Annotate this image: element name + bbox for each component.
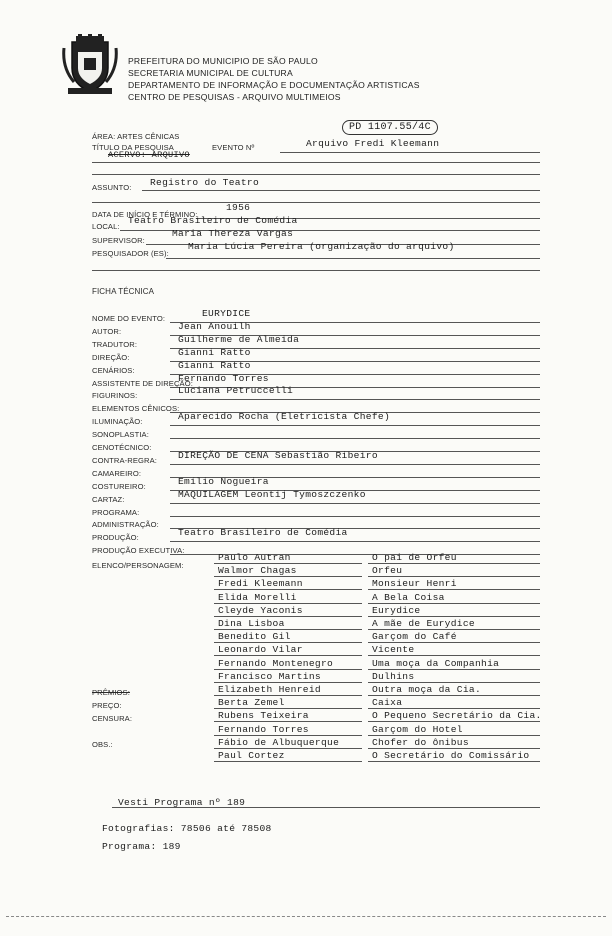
ficha-row-value: Gianni Ratto (178, 346, 251, 358)
ficha-row-label: CAMAREIRO: (92, 468, 142, 478)
ficha-row-label: ASSISTENTE DE DIREÇÃO: (92, 378, 193, 388)
prefeitura-coat-of-arms-logo (62, 34, 118, 96)
evento-value: Arquivo Fredi Kleemann (306, 138, 440, 149)
header-centro: CENTRO DE PESQUISAS - ARQUIVO MULTIMEIOS (128, 92, 341, 102)
obs-label: OBS.: (92, 740, 113, 749)
data-value: 1956 (226, 202, 251, 213)
evento-label: EVENTO Nº (212, 143, 255, 152)
elenco-label: ELENCO/PERSONAGEM: (92, 561, 184, 570)
cast-role: Monsieur Henri (372, 578, 457, 590)
ficha-row-label: CENÁRIOS: (92, 365, 135, 375)
ficha-row-label: CARTAZ: (92, 494, 125, 504)
cast-actor: Paulo Autran (218, 552, 291, 563)
assunto-value: Registro do Teatro (150, 177, 260, 188)
ficha-row-value: Gianni Ratto (178, 359, 251, 371)
cast-actor: Paul Cortez (218, 750, 285, 761)
ficha-row-value: Emílio Nogueira (178, 475, 269, 487)
ficha-row-label: FIGURINOS: (92, 391, 138, 401)
ficha-row-label: CENOTÉCNICO: (92, 443, 152, 452)
premios-label: PRÊMIOS: (92, 688, 130, 697)
pesquisador-value: Maria Lúcia Pereira (organização do arquivo) (188, 241, 455, 252)
cast-actor: Fredi Kleemann (218, 578, 303, 590)
ficha-row-value: Luciana Petruccelli (178, 385, 294, 397)
cast-role: Eurydice (372, 604, 421, 616)
supervisor-value: Maria Thereza Vargas (172, 228, 294, 239)
cast-role: Outra moça da Cia. (372, 684, 482, 695)
header-prefeitura: PREFEITURA DO MUNICIPIO DE SÃO PAULO (128, 56, 318, 66)
cast-actor: Cleyde Yaconis (218, 604, 303, 616)
data-inicio-termino-label: DATA DE INÍCIO E TÉRMINO: (92, 210, 198, 219)
ficha-row-value: Guilherme de Almeida (178, 333, 300, 345)
cast-role: A Bela Coisa (372, 591, 445, 603)
cast-role: Garçom do Hotel (372, 723, 463, 735)
ficha-row-value: Teatro Brasileiro de Comédia (178, 527, 348, 539)
ficha-row-label: AUTOR: (92, 326, 122, 336)
cast-actor: Dina Lisboa (218, 618, 285, 629)
pesquisador-label: PESQUISADOR (ES): (92, 249, 169, 258)
ficha-row-value: Aparecido Rocha (Eletricista Chefe) (178, 411, 391, 423)
ficha-tecnica-title: FICHA TÉCNICA (92, 287, 155, 296)
supervisor-label: SUPERVISOR: (92, 236, 145, 245)
cast-role: Orfeu (372, 565, 403, 577)
cast-actor: Francisco Martins (218, 670, 321, 682)
cast-role: Dulhins (372, 670, 415, 682)
cast-actor: Berta Zemel (218, 697, 285, 709)
censura-label: CENSURA: (92, 714, 133, 723)
ficha-row-value: Jean Anouilh (178, 320, 251, 332)
cast-actor: Fábio de Albuquerque (218, 736, 340, 748)
titulo-pesquisa-label: TÍTULO DA PESQUISA (92, 143, 174, 152)
ficha-row-label: DIREÇÃO: (92, 352, 130, 362)
ficha-row-label: SONOPLASTIA: (92, 430, 149, 440)
ficha-row-label: ADMINISTRAÇÃO: (92, 520, 159, 530)
preco-label: PREÇO: (92, 701, 122, 710)
archive-stamp: PD 1107.55/4C (342, 120, 438, 135)
cast-actor: Leonardo Vilar (218, 644, 303, 656)
cast-role: Vicente (372, 644, 415, 656)
ficha-row-label: CONTRA-REGRA: (92, 455, 158, 465)
cast-actor: Walmor Chagas (218, 565, 297, 577)
ficha-row-value: Fernando Torres (178, 372, 269, 384)
cast-actor: Fernando Montenegro (218, 657, 334, 669)
obs-value: Vesti Programa nº 189 (118, 797, 246, 808)
cast-role: O Pequeno Secretário da Cia. (372, 710, 542, 722)
ficha-row-label: NOME DO EVENTO: (92, 314, 166, 323)
local-label: LOCAL: (92, 222, 120, 231)
header-departamento: DEPARTAMENTO DE INFORMAÇÃO E DOCUMENTAÇÃO ARTISTICAS (128, 80, 420, 90)
cast-role: Chofer do ônibus (372, 736, 469, 748)
ficha-row-value: MAQUILAGEM Leontij Tymoszczenko (178, 488, 366, 500)
cast-role: Garçom do Café (372, 631, 457, 643)
programa-note: Programa: 189 (102, 841, 181, 852)
ficha-row-label: TRADUTOR: (92, 339, 138, 349)
cast-role: A mãe de Eurydice (372, 618, 475, 629)
cast-actor: Elizabeth Henreid (218, 684, 321, 695)
cast-actor: Benedito Gil (218, 631, 291, 643)
header-secretaria: SECRETARIA MUNICIPAL DE CULTURA (128, 68, 293, 78)
area-label: ÁREA: ARTES CÊNICAS (92, 132, 180, 141)
cast-role: O Secretário do Comissário (372, 750, 530, 761)
ficha-row-label: ILUMINAÇÃO: (92, 417, 143, 427)
acervo-value: ACERVO: ARQUIVO (108, 150, 190, 160)
ficha-row-label: PRODUÇÃO EXECUTIVA: (92, 546, 185, 556)
ficha-row-label: COSTUREIRO: (92, 481, 146, 491)
ficha-row-value: EURYDICE (202, 308, 251, 319)
ficha-row-value: DIREÇÃO DE CENA Sebastião Ribeiro (178, 449, 378, 461)
cast-role: O pai de Orfeu (372, 552, 457, 563)
ficha-row-label: ELEMENTOS CÊNICOS: (92, 404, 180, 414)
cast-actor: Elida Morelli (218, 591, 297, 603)
cast-role: Uma moça da Companhia (372, 657, 500, 669)
assunto-label: ASSUNTO: (92, 183, 132, 192)
ficha-row-label: PROGRAMA: (92, 507, 140, 517)
fotografias-note: Fotografias: 78506 até 78508 (102, 823, 272, 834)
local-value: Teatro Brasileiro de Comédia (128, 215, 298, 226)
cast-role: Caixa (372, 697, 403, 709)
cast-actor: Fernando Torres (218, 723, 309, 735)
ficha-row-label: PRODUÇÃO: (92, 533, 139, 543)
cast-actor: Rubens Teixeira (218, 710, 309, 722)
